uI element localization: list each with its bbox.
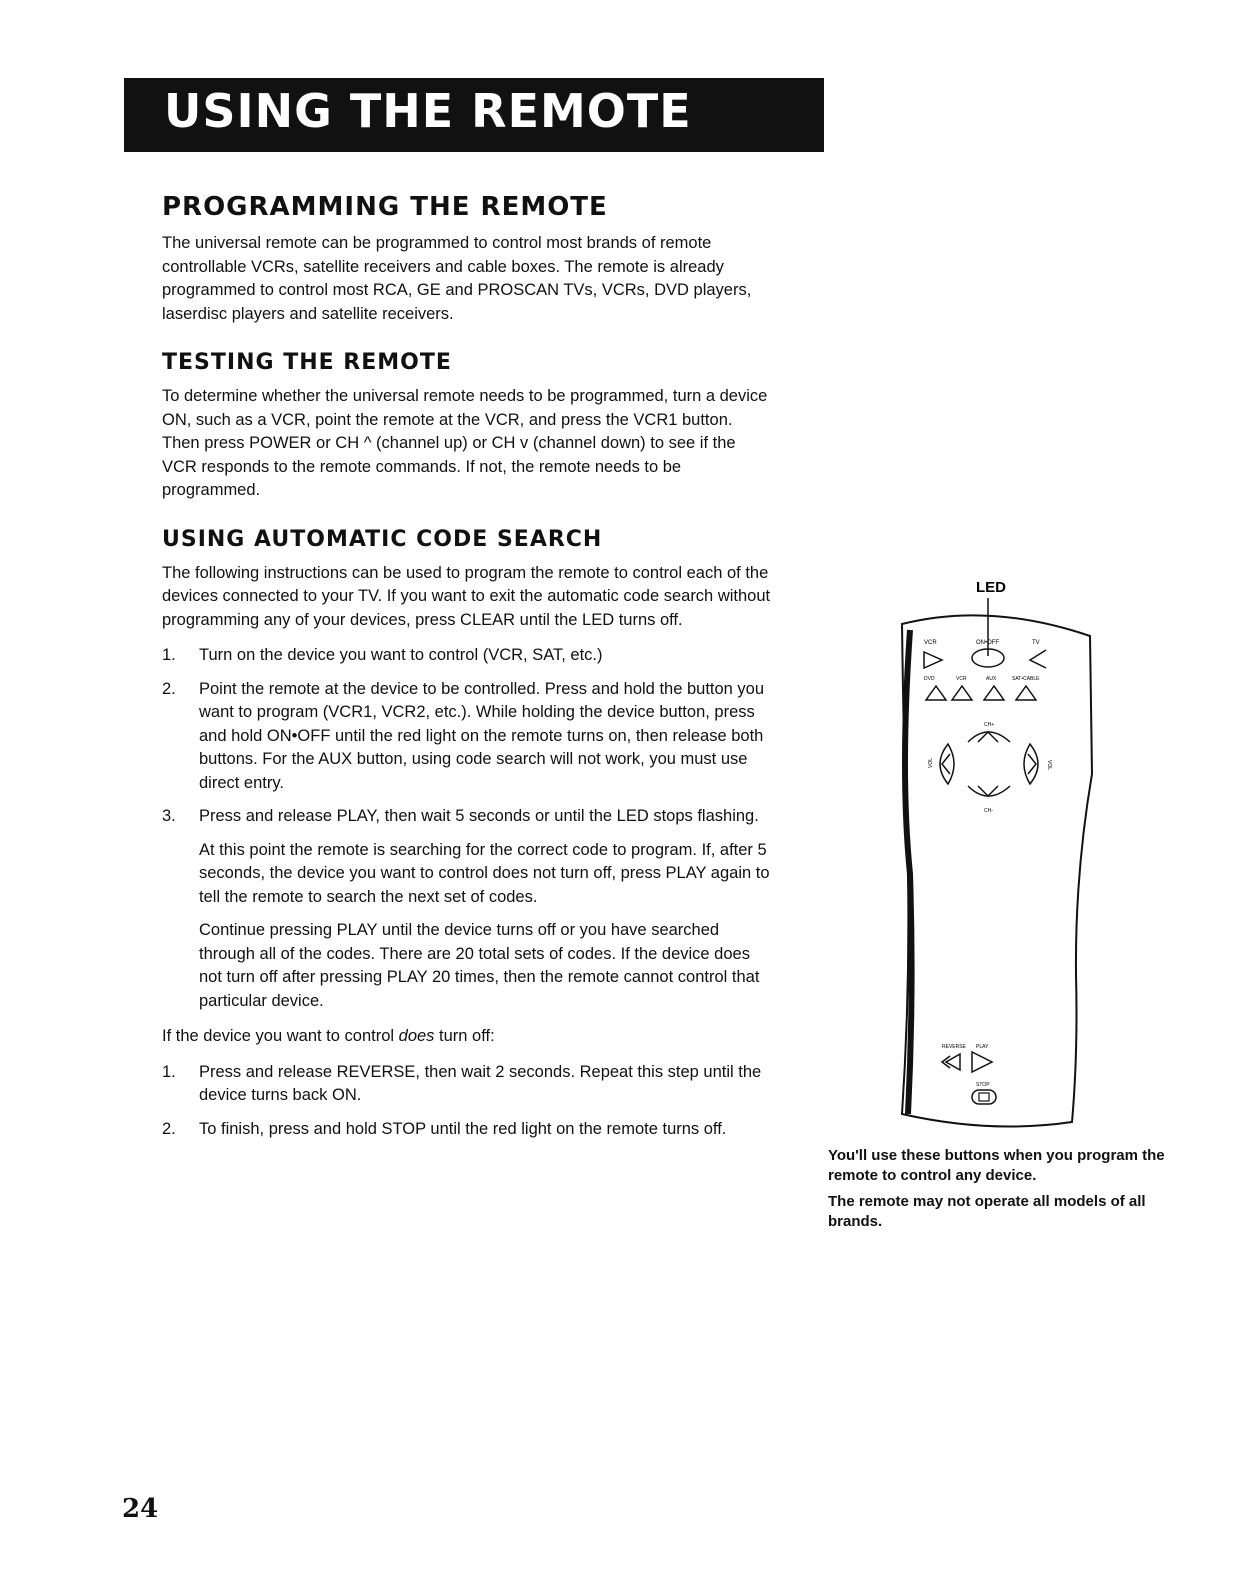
label-tv: TV bbox=[1032, 640, 1040, 646]
remote-illustration bbox=[880, 574, 1120, 1134]
lead-text-emphasis: does bbox=[398, 1027, 435, 1045]
step-number: 2. bbox=[162, 1119, 176, 1138]
list-item bbox=[162, 678, 772, 796]
label-vcr2: VCR bbox=[956, 676, 967, 682]
lead-text-pre: If the device you want to control bbox=[162, 1027, 399, 1045]
list-item bbox=[162, 1061, 772, 1108]
label-ch-down: CH- bbox=[984, 808, 993, 814]
search-note-2: Continue pressing PLAY until the device turns off or you have searched through all of the codes. There are 20 total sets of codes. If the device does not turn off after pressing PLAY 20 times, then the remote cannot control that particular device. bbox=[199, 921, 760, 1010]
search-note-1: At this point the remote is searching for the correct code to program. If, after 5 seconds, the device you want to control does not turn off, press PLAY again to tell the remote to search the next set of codes. bbox=[199, 840, 770, 906]
label-play: PLAY bbox=[976, 1044, 989, 1050]
testing-body: To determine whether the universal remote needs to be programmed, turn a device ON, such as a VCR, point the remote at the VCR, and press the VCR1 button. Then press POWER or CH ^ (channel up) or CH v (channel down) to see if the VCR responds to the remote commands. If not, the remote needs to be programmed. bbox=[162, 387, 768, 499]
auto-search-heading: USING AUTOMATIC CODE SEARCH bbox=[162, 526, 603, 552]
auto-search-intro: The following instructions can be used to program the remote to control each of the devices connected to your TV. If you want to exit the automatic code search without programming any of your devices, press CLEAR until the LED turns off. bbox=[162, 563, 771, 629]
page-title: USING THE REMOTE bbox=[164, 84, 692, 138]
caption-line-2: The remote may not operate all models of all brands. bbox=[828, 1193, 1146, 1230]
figure-caption bbox=[828, 1146, 1188, 1238]
list-item bbox=[162, 1118, 772, 1142]
label-dvd: DVD bbox=[924, 676, 935, 682]
led-label: LED bbox=[976, 579, 1006, 596]
step-text: Turn on the device you want to control (VCR, SAT, etc.) bbox=[199, 646, 603, 664]
testing-heading: TESTING THE REMOTE bbox=[162, 350, 452, 375]
label-reverse: REVERSE bbox=[942, 1044, 966, 1050]
step-text: To finish, press and hold STOP until the red light on the remote turns off. bbox=[199, 1119, 727, 1138]
step-number: 1. bbox=[162, 646, 176, 664]
page-number: 24 bbox=[122, 1494, 159, 1524]
step-number: 2. bbox=[162, 679, 176, 698]
finish-steps bbox=[162, 1061, 772, 1142]
lead-text-post: turn off: bbox=[434, 1027, 495, 1045]
list-item bbox=[162, 805, 772, 829]
step-text: Point the remote at the device to be controlled. Press and hold the button you want to program (VCR1, VCR2, etc.). While holding the device button, press and hold ON•OFF until the red light on the remote turns on, then release both buttons. For the AUX button, using code search will not work, you must use direct entry. bbox=[199, 679, 765, 792]
label-vcr: VCR bbox=[924, 640, 937, 646]
turn-off-lead bbox=[162, 1025, 772, 1049]
section-testing bbox=[162, 350, 772, 503]
remote-svg bbox=[880, 574, 1120, 1134]
list-item bbox=[162, 644, 772, 668]
step-text: Press and release REVERSE, then wait 2 seconds. Repeat this step until the device turns back ON. bbox=[199, 1062, 762, 1104]
section-programming bbox=[162, 192, 772, 326]
label-ch-up: CH+ bbox=[984, 722, 995, 728]
main-content bbox=[162, 192, 772, 1151]
header-banner bbox=[124, 78, 824, 152]
label-stop: STOP bbox=[976, 1082, 990, 1088]
label-aux: AUX bbox=[986, 676, 997, 682]
label-onoff: ON•OFF bbox=[976, 640, 1000, 646]
section-auto-search bbox=[162, 527, 772, 1142]
auto-search-steps bbox=[162, 644, 772, 829]
remote-body-outline bbox=[902, 615, 1092, 1126]
step-text: Press and release PLAY, then wait 5 seconds or until the LED stops flashing. bbox=[199, 807, 759, 825]
step-number: 3. bbox=[162, 807, 176, 825]
step-number: 1. bbox=[162, 1062, 176, 1081]
label-vol-down: VOL bbox=[928, 757, 934, 768]
programming-body: The universal remote can be programmed to control most brands of remote controllable VCRs, satellite receivers and cable boxes. The remote is already programmed to control most RCA, GE and PROSCAN TVs, VCRs, DVD players, laserdisc players and satellite receivers. bbox=[162, 234, 752, 323]
label-satcable: SAT•CABLE bbox=[1012, 676, 1040, 682]
programming-heading: PROGRAMMING THE REMOTE bbox=[162, 192, 608, 222]
caption-line-1: You'll use these buttons when you program the remote to control any device. bbox=[828, 1147, 1165, 1184]
label-vol-up: VOL bbox=[1046, 760, 1052, 771]
